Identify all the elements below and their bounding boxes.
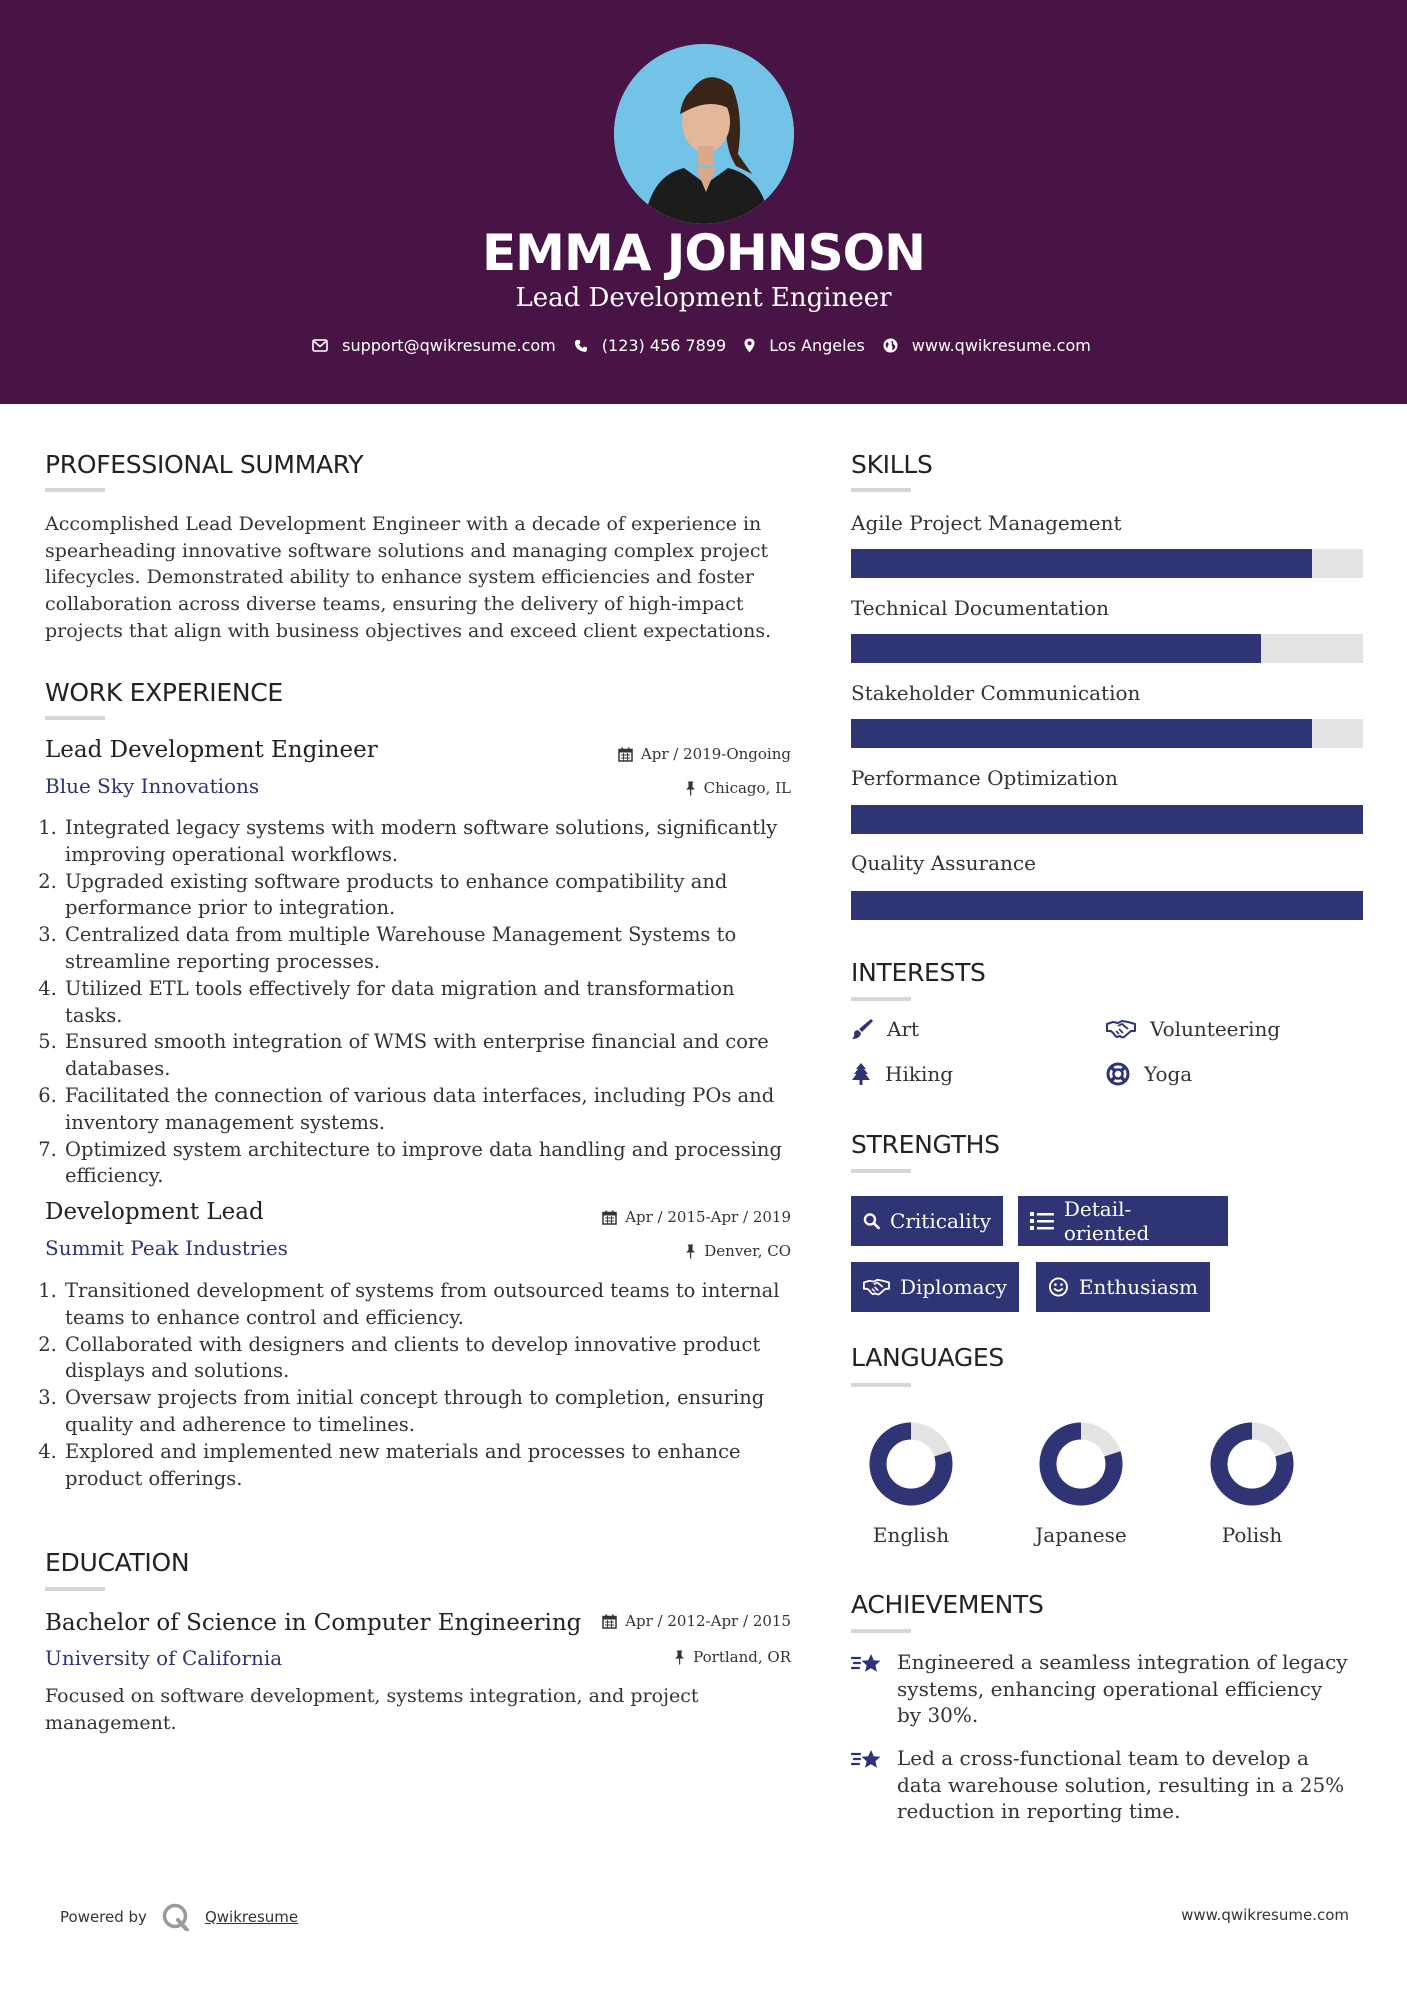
skill-3-fill	[851, 719, 1312, 748]
education-school: University of California	[45, 1646, 283, 1670]
resume-header	[0, 0, 1407, 404]
contact-email[interactable]	[312, 336, 556, 355]
skill-3-label: Stakeholder Communication	[851, 681, 1141, 705]
globe-icon	[883, 338, 898, 353]
language-polish-label: Polish	[1221, 1523, 1283, 1547]
education-dates	[602, 1612, 791, 1630]
interest-art	[851, 1017, 919, 1041]
footer-website[interactable]: www.qwikresume.com	[1181, 1906, 1349, 1924]
qwikresume-logo-icon	[161, 1903, 191, 1931]
list-item: 4. Utilized ETL tools effectively for data migration and transformation tasks.	[63, 976, 790, 1030]
list-item: 7. Optimized system architecture to improve data handling and processing efficiency.	[63, 1137, 790, 1191]
pushpin-icon	[685, 1244, 696, 1259]
strengths-heading: STRENGTHS	[851, 1130, 1000, 1159]
contact-phone[interactable]	[574, 336, 726, 355]
achievements-heading: ACHIEVEMENTS	[851, 1590, 1044, 1619]
interest-hiking	[851, 1062, 953, 1086]
skill-1-bar	[851, 549, 1363, 578]
skill-5-bar	[851, 891, 1363, 920]
job-1-company: Blue Sky Innovations	[45, 774, 260, 798]
skill-4-fill	[851, 805, 1363, 834]
job-2-bullets	[45, 1278, 790, 1492]
language-japanese-donut	[1021, 1414, 1141, 1514]
interest-volunteering	[1106, 1017, 1280, 1041]
strength-criticality	[851, 1196, 1003, 1246]
contact-email-text: support@qwikresume.com	[342, 336, 556, 355]
job-1-dates-text: Apr / 2019-Ongoing	[640, 745, 791, 763]
achievement-1	[851, 1649, 1351, 1729]
education-location-text: Portland, OR	[693, 1648, 791, 1666]
job-2-location-text: Denver, CO	[704, 1242, 791, 1260]
list-item: 4. Explored and implemented new materials and processes to enhance product offerings.	[63, 1439, 790, 1493]
skill-2-fill	[851, 634, 1261, 663]
contact-location	[744, 336, 865, 355]
achievements-underline	[851, 1629, 911, 1633]
shooting-star-icon	[851, 1747, 883, 1773]
qwikresume-link[interactable]: Qwikresume	[204, 1908, 299, 1926]
footer-powered-by	[60, 1903, 298, 1931]
list-item: 3. Oversaw projects from initial concept through to completion, ensuring quality and adherence to timelines.	[63, 1385, 790, 1439]
education-heading: EDUCATION	[45, 1548, 190, 1577]
language-english-donut	[851, 1414, 971, 1514]
interest-yoga	[1106, 1062, 1192, 1086]
experience-underline	[45, 716, 105, 720]
strength-criticality-label: Criticality	[890, 1209, 991, 1233]
map-pin-icon	[744, 338, 755, 353]
list-item: 2. Collaborated with designers and clients to develop innovative product displays and solutions.	[63, 1332, 790, 1386]
skill-1-fill	[851, 549, 1312, 578]
list-item: 6. Facilitated the connection of various data interfaces, including POs and inventory management systems.	[63, 1083, 790, 1137]
education-underline	[45, 1587, 105, 1591]
skill-2-bar	[851, 634, 1363, 663]
job-2-location	[685, 1242, 791, 1260]
language-polish-donut	[1192, 1414, 1312, 1514]
skill-5-label: Quality Assurance	[851, 851, 1036, 875]
interest-art-label: Art	[887, 1017, 920, 1041]
skill-4-label: Performance Optimization	[851, 766, 1118, 790]
job-1-role: Lead Development Engineer	[45, 737, 378, 763]
list-item: 1. Integrated legacy systems with modern software solutions, significantly improving operational workflows.	[63, 815, 790, 869]
language-english-label: English	[872, 1523, 950, 1547]
job-2-dates	[602, 1208, 791, 1226]
skill-4-bar	[851, 805, 1363, 834]
job-1-dates	[618, 745, 791, 763]
paintbrush-icon	[851, 1018, 873, 1040]
calendar-icon	[602, 1614, 617, 1629]
skill-5-fill	[851, 891, 1363, 920]
phone-icon	[574, 339, 588, 353]
strength-detail-oriented	[1018, 1196, 1228, 1246]
job-2-dates-text: Apr / 2015-Apr / 2019	[625, 1208, 791, 1226]
list-item: 5. Ensured smooth integration of WMS with enterprise financial and core databases.	[63, 1029, 790, 1083]
experience-heading: WORK EXPERIENCE	[45, 678, 283, 707]
candidate-name: EMMA JOHNSON	[482, 224, 925, 282]
list-item: 2. Upgraded existing software products to enhance compatibility and performance prior to integration.	[63, 869, 790, 923]
interests-underline	[851, 997, 911, 1001]
strength-enthusiasm	[1036, 1262, 1210, 1312]
contact-phone-text: (123) 456 7899	[601, 336, 727, 355]
handshake-icon	[863, 1277, 890, 1297]
tree-icon	[851, 1063, 871, 1085]
pushpin-icon	[685, 781, 696, 796]
job-2-role: Development Lead	[45, 1199, 264, 1225]
strengths-underline	[851, 1169, 911, 1173]
job-2-company: Summit Peak Industries	[45, 1236, 288, 1260]
job-1-location	[685, 779, 791, 797]
envelope-icon	[312, 339, 328, 352]
contact-location-text: Los Angeles	[769, 336, 865, 355]
strength-diplomacy-label: Diplomacy	[899, 1275, 1007, 1299]
candidate-title: Lead Development Engineer	[515, 283, 892, 313]
powered-by-label: Powered by	[60, 1908, 147, 1926]
language-japanese-label: Japanese	[1035, 1523, 1127, 1547]
shooting-star-icon	[851, 1651, 883, 1677]
achievement-2-text: Led a cross-functional team to develop a data warehouse solution, resulting in a 25% reduction in reporting time.	[897, 1746, 1345, 1823]
achievement-2	[851, 1745, 1351, 1825]
skills-underline	[851, 488, 911, 492]
list-item: 1. Transitioned development of systems from outsourced teams to internal teams to enhance control and efficiency.	[63, 1278, 790, 1332]
interest-hiking-label: Hiking	[885, 1062, 954, 1086]
contact-bar	[0, 336, 1407, 355]
profile-photo	[614, 44, 794, 224]
list-icon	[1030, 1211, 1054, 1231]
skill-3-bar	[851, 719, 1363, 748]
smile-icon	[1048, 1276, 1069, 1298]
job-1-location-text: Chicago, IL	[703, 779, 791, 797]
life-ring-icon	[1106, 1062, 1130, 1086]
strength-diplomacy	[851, 1262, 1019, 1312]
interest-volunteering-label: Volunteering	[1150, 1017, 1281, 1041]
job-1-bullets	[45, 815, 790, 1190]
contact-website-text: www.qwikresume.com	[911, 336, 1091, 355]
calendar-icon	[602, 1210, 617, 1225]
skill-2-label: Technical Documentation	[851, 596, 1110, 620]
skills-heading: SKILLS	[851, 450, 933, 479]
interests-heading: INTERESTS	[851, 958, 986, 987]
pushpin-icon	[674, 1650, 685, 1665]
handshake-icon	[1106, 1019, 1136, 1039]
languages-underline	[851, 1383, 911, 1387]
interest-yoga-label: Yoga	[1144, 1062, 1193, 1086]
languages-heading: LANGUAGES	[851, 1343, 1004, 1372]
education-text: Focused on software development, systems integration, and project management.	[45, 1685, 699, 1734]
skill-1-label: Agile Project Management	[851, 511, 1122, 535]
strength-detail-oriented-label: Detail-oriented	[1063, 1197, 1150, 1245]
list-item: 3. Centralized data from multiple Warehouse Management Systems to streamline reporting processes.	[63, 922, 790, 976]
summary-heading: PROFESSIONAL SUMMARY	[45, 450, 364, 479]
summary-text: Accomplished Lead Development Engineer with a decade of experience in spearheading innovative software solutions and managing complex project lifecycles. Demonstrated ability to enhance system efficiencies and foster collaboration across diverse teams, ensuring the delivery of high-impact projects that align with business objectives and exceed client expectations.	[45, 513, 772, 642]
search-icon	[863, 1210, 880, 1232]
achievement-1-text: Engineered a seamless integration of legacy systems, enhancing operational efficiency by 30%.	[897, 1650, 1348, 1727]
education-location	[674, 1648, 791, 1666]
contact-website[interactable]	[883, 336, 1091, 355]
education-degree: Bachelor of Science in Computer Engineering	[45, 1610, 582, 1636]
education-dates-text: Apr / 2012-Apr / 2015	[625, 1612, 791, 1630]
strength-enthusiasm-label: Enthusiasm	[1078, 1275, 1198, 1299]
calendar-icon	[618, 747, 633, 762]
summary-underline	[45, 488, 105, 492]
